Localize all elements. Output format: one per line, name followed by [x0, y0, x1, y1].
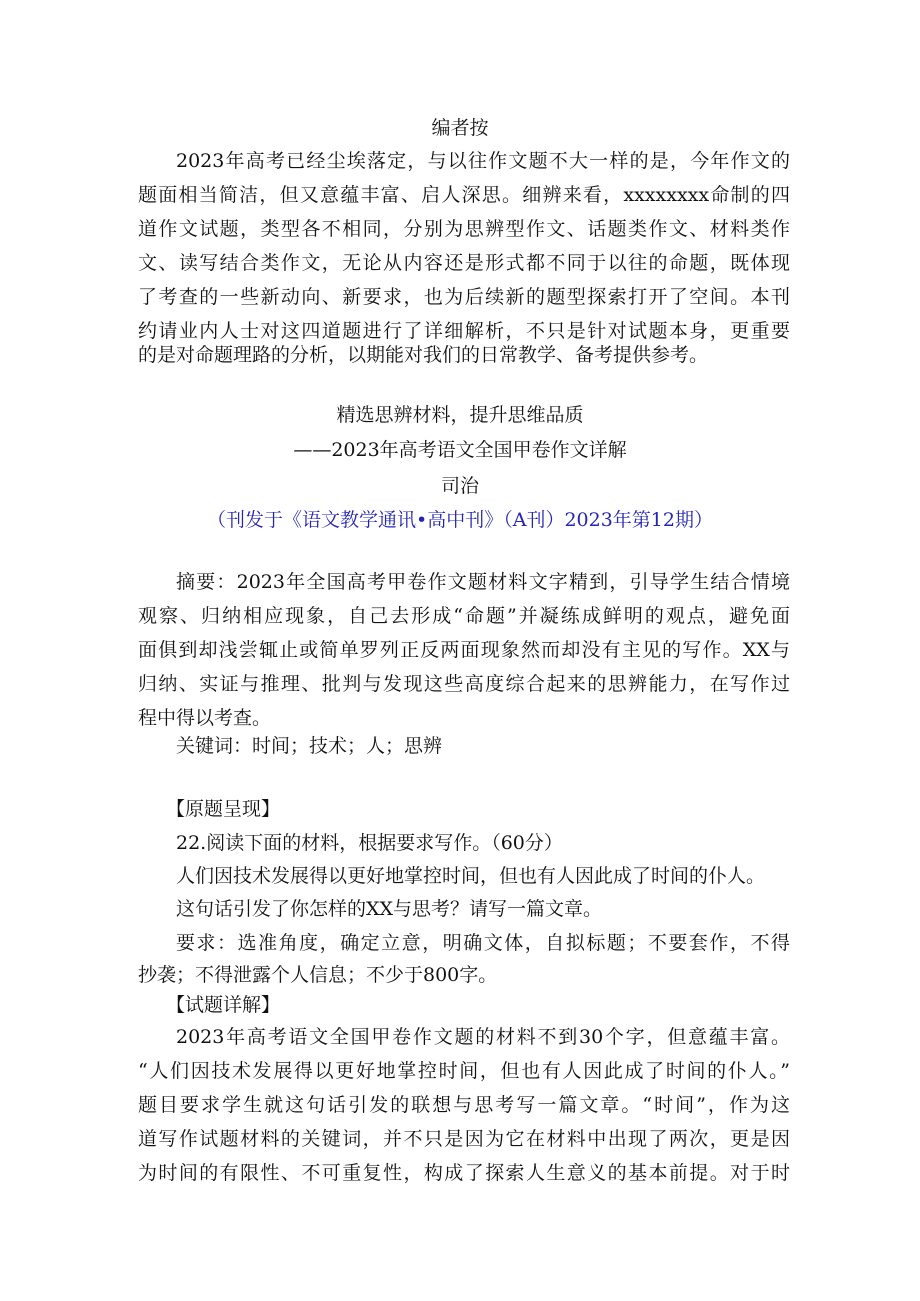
abstract-line: 归纳、实证与推理、批判与发现这些高度综合起来的思辨能力，在写作过	[138, 673, 790, 695]
article-title: 精选思辨材料，提升思维品质	[336, 404, 584, 426]
article-subtitle: ——2023年高考语文全国甲卷作文详解	[293, 439, 627, 461]
analysis-line: 2023年高考语文全国甲卷作文题的材料不到30个字，但意蕴丰富。	[176, 1026, 790, 1048]
analysis-line: 为时间的有限性、不可重复性，构成了探索人生意义的基本前提。对于时	[138, 1162, 790, 1184]
editor-note-line: 道作文试题，类型各不相同，分别为思辨型作文、话题类作文、材料类作	[138, 218, 790, 240]
question-requirement: 要求：选准角度，确定立意，明确文体，自拟标题；不要套作，不得	[176, 932, 790, 954]
abstract-line: 摘要：2023年全国高考甲卷作文题材料文字精到，引导学生结合情境	[176, 571, 790, 593]
editor-note-line: 2023年高考已经尘埃落定，与以往作文题不大一样的是，今年作文的	[176, 150, 790, 172]
analysis-line: 题目要求学生就这句话引发的联想与思考写一篇文章。“时间”，作为这	[138, 1094, 790, 1116]
editor-note-title: 编者按	[431, 117, 489, 139]
keywords: 关键词：时间；技术；人；思辨	[176, 735, 443, 757]
analysis-line: 道写作试题材料的关键词，并不只是因为它在材料中出现了两次，更是因	[138, 1128, 790, 1150]
abstract-line: 观察、归纳相应现象，自己去形成“命题”并凝练成鲜明的观点，避免面	[138, 605, 790, 627]
article-source: （刊发于《语文教学通讯•高中刊》（A刊）2023年第12期）	[207, 509, 713, 531]
question-material: 这句话引发了你怎样的XX与思考？请写一篇文章。	[176, 898, 603, 920]
editor-note-line: 题面相当简洁，但又意蕴丰富、启人深思。细辨来看，xxxxxxxx命制的四	[138, 184, 790, 206]
abstract-line: 程中得以考查。	[138, 707, 272, 729]
editor-note-line: 的是对命题理路的分析，以期能对我们的日常教学、备考提供参考。	[138, 344, 709, 366]
editor-note-line: 了考查的一些新动向、新要求，也为后续新的题型探索打开了空间。本刊	[138, 286, 790, 308]
editor-note-line: 约请业内人士对这四道题进行了详细解析，不只是针对试题本身，更重要	[138, 320, 790, 342]
section-heading-question: 【原题呈现】	[166, 798, 281, 820]
editor-note-line: 文、读写结合类作文，无论从内容还是形式都不同于以往的命题，既体现	[138, 252, 790, 274]
question-prompt: 22.阅读下面的材料，根据要求写作。（60分）	[176, 832, 563, 854]
article-author: 司治	[440, 475, 479, 497]
section-heading-analysis: 【试题详解】	[166, 994, 281, 1016]
question-requirement: 抄袭；不得泄露个人信息；不少于800字。	[138, 964, 498, 986]
abstract-line: 面俱到却浅尝辄止或简单罗列正反两面现象然而却没有主见的写作。XX与	[138, 639, 790, 661]
analysis-line: “人们因技术发展得以更好地掌控时间，但也有人因此成了时间的仆人。”	[138, 1060, 790, 1082]
question-material: 人们因技术发展得以更好地掌控时间，但也有人因此成了时间的仆人。	[176, 865, 766, 887]
